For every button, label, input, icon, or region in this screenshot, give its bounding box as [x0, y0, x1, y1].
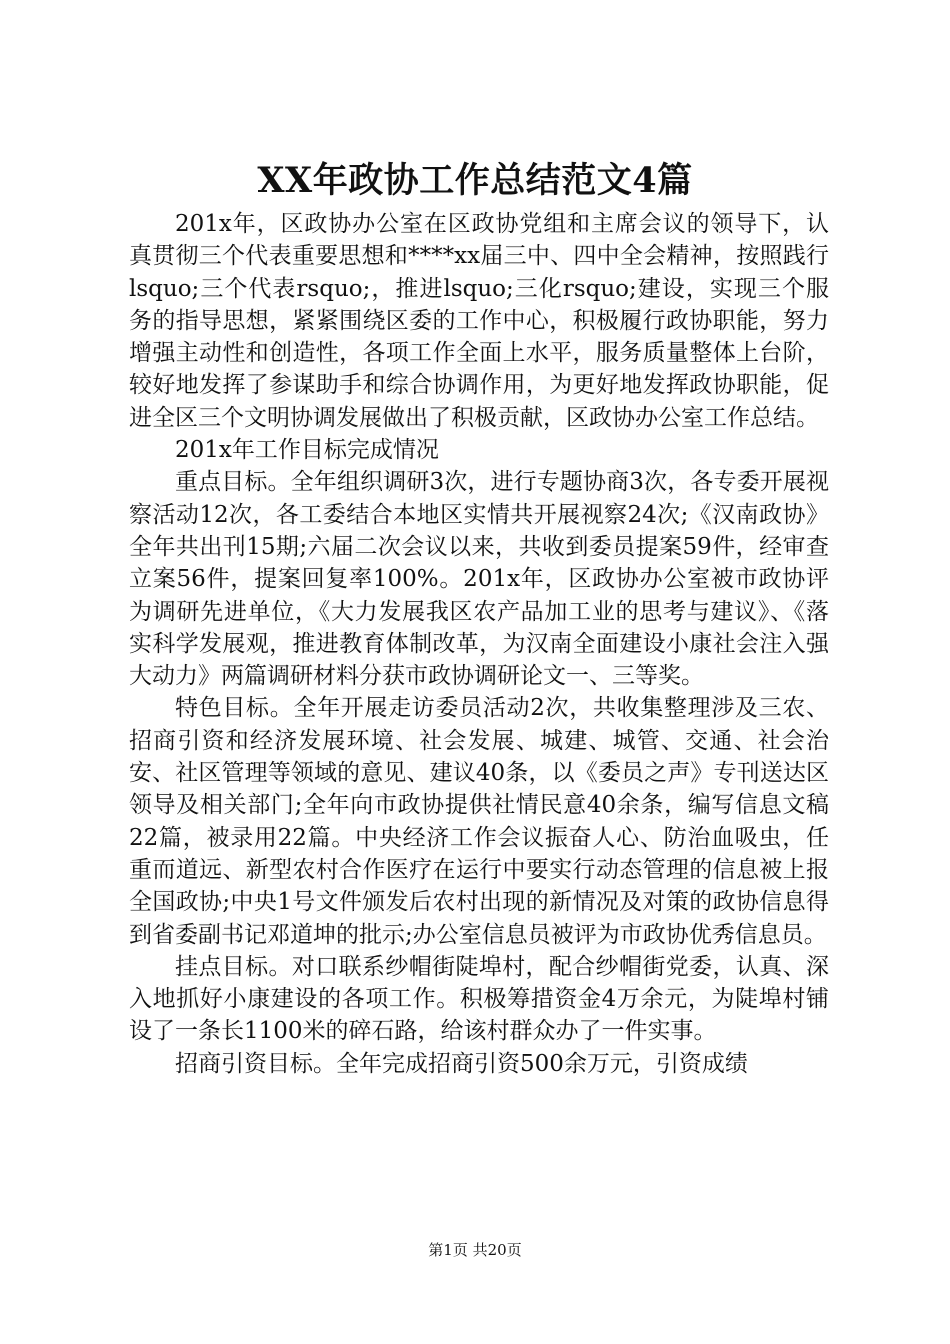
section-heading: 201x年工作目标完成情况: [175, 437, 439, 464]
paragraph-key-goals: 重点目标。全年组织调研3次，进行专题协商3次，各专委开展视察活动12次，各工委结合本地区实情共开展视察24次;《汉南政协》全年共出刊15期;六届二次会议以来，共收到委员提案59件，经审查立案56件，提案回复率100%。201x年，区政协办公室被市政协评为调研先进单位，《大力发展我区农产品加工业的思考与建议》、《落实科学发展观，推进教育体制改革，为汉南全面建设小康社会注入强大动力》两篇调研材料分获市政协调研论文一、三等奖。: [129, 469, 829, 690]
paragraph-liaison-goals: 挂点目标。对口联系纱帽街陡埠村，配合纱帽街党委，认真、深入地抓好小康建设的各项工作。积极筹措资金4万余元，为陡埠村铺设了一条长1100米的碎石路，给该村群众办了一件实事。: [129, 953, 829, 1045]
paragraph-intro: 201x年，区政协办公室在区政协党组和主席会议的领导下，认真贯彻三个代表重要思想和****xx届三中、四中全会精神，按照践行lsquo;三个代表rsquo;，推进lsquo;三化rsquo;建设，实现三个服务的指导思想，紧紧围绕区委的工作中心，积极履行政协职能，努力增强主动性和创造性，各项工作全面上水平，服务质量整体上台阶，较好地发挥了参谋助手和综合协调作用，为更好地发挥政协职能，促进全区三个文明协调发展做出了积极贡献，区政协办公室工作总结。: [129, 211, 829, 431]
page-number: 第1页 共20页: [428, 1241, 522, 1259]
document-title: XX年政协工作总结范文4篇: [257, 160, 693, 201]
paragraph-feature-goals: 特色目标。全年开展走访委员活动2次，共收集整理涉及三农、招商引资和经济发展环境、社会发展、城建、城管、交通、社会治安、社区管理等领域的意见、建议40条，以《委员之声》专刊送达区领导及相关部门;全年向市政协提供社情民意40余条，编写信息文稿22篇，被录用22篇。中央经济工作会议振奋人心、防治血吸虫，任重而道远、新型农村合作医疗在运行中要实行动态管理的信息被上报全国政协;中央1号文件颁发后农村出现的新情况及对策的政协信息得到省委副书记邓道坤的批示;办公室信息员被评为市政协优秀信息员。: [129, 695, 829, 948]
paragraph-investment-goals: 招商引资目标。全年完成招商引资500余万元，引资成绩: [175, 1050, 748, 1077]
document-body: [129, 208, 829, 1080]
